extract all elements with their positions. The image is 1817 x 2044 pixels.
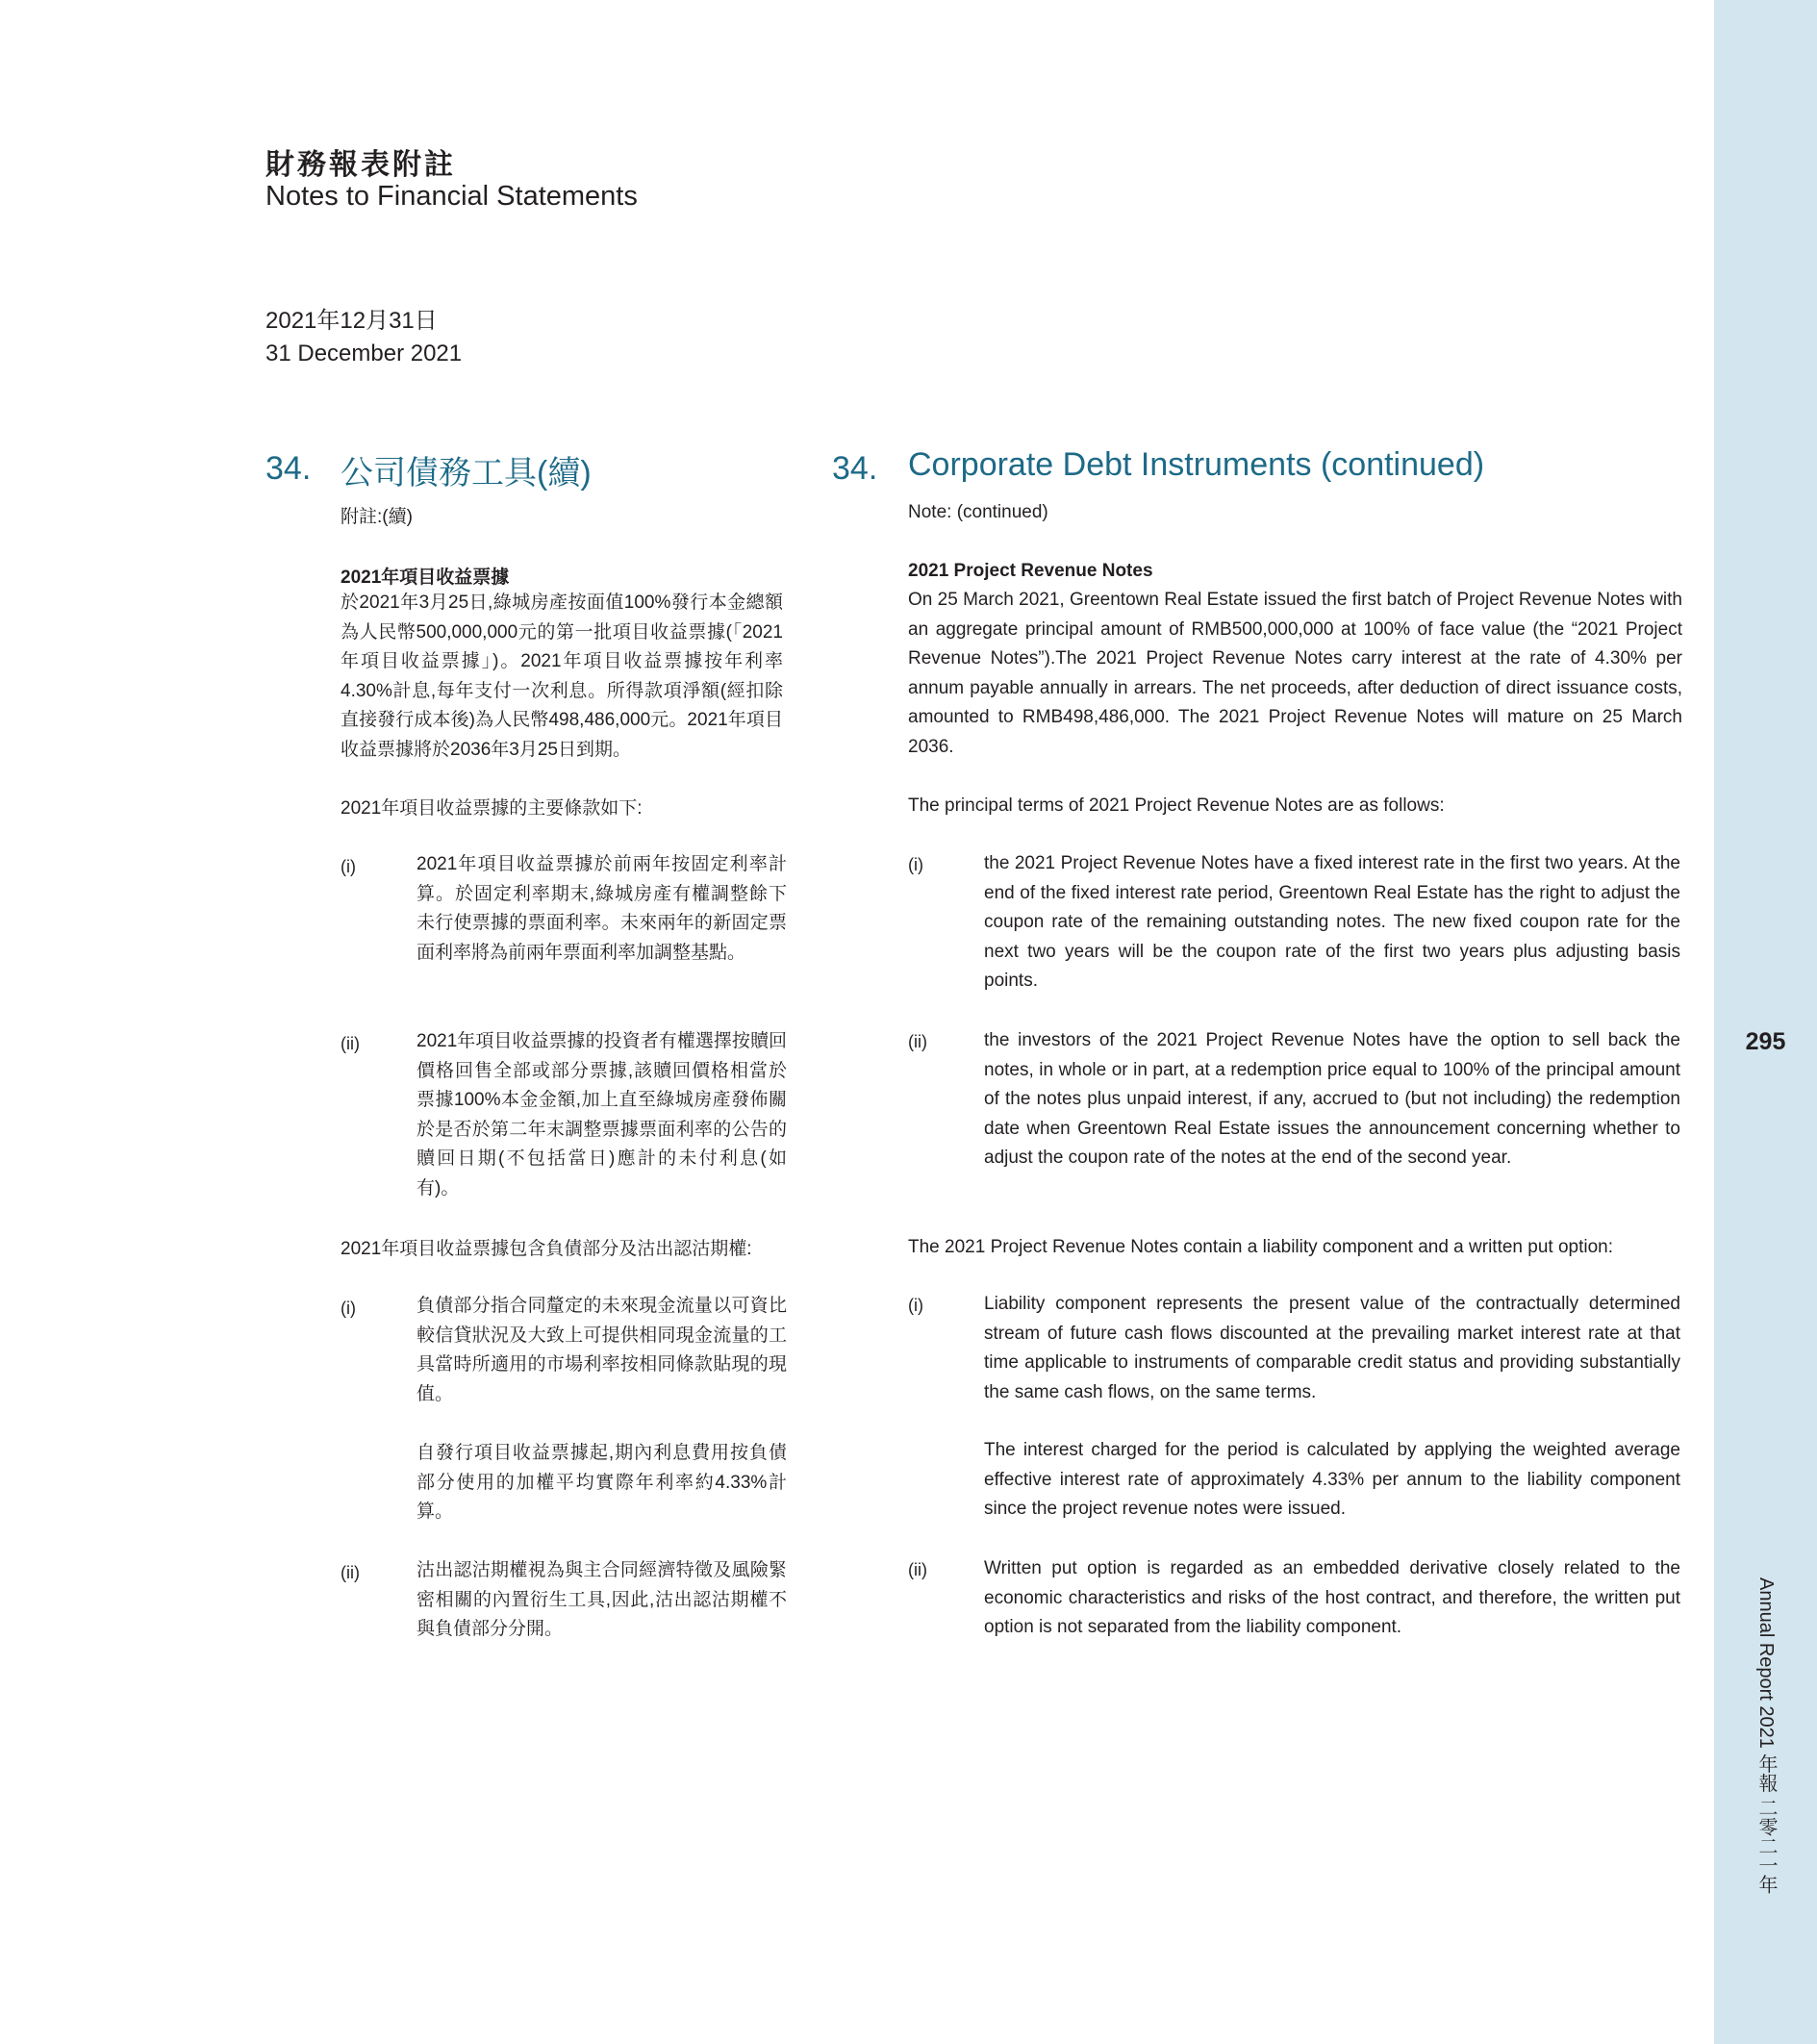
paragraph-terms-zh: 2021年項目收益票據的主要條款如下: [341,798,643,819]
item-text-en-4: Written put option is regarded as an embedded derivative closely related to the economic characteristics and risks of the host contract, and therefore, the written put option is not separated from the liability component. [984,1558,1680,1637]
item-marker-zh-3: (i) [341,1299,356,1318]
item-text-zh-4: 沽出認沽期權視為與主合同經濟特徵及風險緊密相關的內置衍生工具,因此,沽出認沽期權不與負債部分分開。 [416,1560,787,1639]
section-number-en: 34. [832,450,878,487]
page-title-zh: 財務報表附註 [265,149,456,181]
item-marker-en-3: (i) [908,1296,923,1315]
subheading-zh: 2021年項目收益票據 [341,568,510,588]
date-en: 31 December 2021 [265,341,463,366]
date-zh: 2021年12月31日 [265,308,438,334]
section-title-en: Corporate Debt Instruments (continued) [908,446,1485,483]
item-marker-zh-4: (ii) [341,1563,360,1582]
item-marker-zh-2: (ii) [341,1034,360,1053]
item-text-zh-1: 2021年項目收益票據於前兩年按固定利率計算。於固定利率期末,綠城房產有權調整餘下未行使票據的票面利率。未來兩年的新固定票面利率將為前兩年票面利率加調整基點。 [416,854,787,963]
annual-report-label: Annual Report 2021 年報 二零二一年 [1755,1577,1777,1895]
item-text-zh-3b: 自發行項目收益票據起,期內利息費用按負債部分使用的加權平均實際年利率約4.33%計算。 [416,1443,787,1522]
item-marker-en-2: (ii) [908,1032,927,1051]
item-marker-zh-1: (i) [341,857,356,876]
item-text-en-3b: The interest charged for the period is calculated by applying the weighted average effective interest rate of approximately 4.33% per annum to the liability component since the project revenue notes were issued. [984,1440,1680,1519]
page-number: 295 [1745,1028,1786,1055]
item-text-zh-3: 負債部分指合同釐定的未來現金流量以可資比較信貸狀況及大致上可提供相同現金流量的工具當時所適用的市場利率按相同條款貼現的現值。 [416,1296,787,1404]
note-label-en: Note: (continued) [908,502,1048,522]
paragraph-components-zh: 2021年項目收益票據包含負債部分及沽出認沽期權: [341,1239,752,1259]
item-marker-en-1: (i) [908,855,923,874]
item-marker-en-4: (ii) [908,1560,927,1579]
paragraph-intro-zh: 於2021年3月25日,綠城房產按面值100%發行本金總額為人民幣500,000,000元的第一批項目收益票據(「2021年項目收益票據」)。2021年項目收益票據按年利率4.30%計息,每年支付一次利息。所得款項淨額(經扣除直接發行成本後)為人民幣498,486,000元。2021年項目收益票據將於2036年3月25日到期。 [341,593,783,760]
paragraph-terms-en: The principal terms of 2021 Project Revenue Notes are as follows: [908,795,1445,816]
section-title-zh: 公司債務工具(續) [341,455,592,492]
item-text-en-3: Liability component represents the present value of the contractually determined stream of future cash flows discounted at the prevailing market interest rate at that time applicable to instruments of comparable credit status and providing substantially the same cash flows, on the same terms. [984,1294,1680,1402]
section-number-zh: 34. [265,450,312,487]
note-label-zh: 附註:(續) [341,507,413,527]
paragraph-components-en: The 2021 Project Revenue Notes contain a liability component and a written put option: [908,1237,1614,1257]
page-title-en: Notes to Financial Statements [265,181,638,212]
item-text-en-1: the 2021 Project Revenue Notes have a fixed interest rate in the first two years. At the end of the fixed interest rate period, Greentown Real Estate has the right to adjust the coupon rate of the remaining outstanding notes. The new fixed coupon rate for the next two years will be the coupon rate of the first two years plus adjusting basis points. [984,853,1680,991]
paragraph-intro-en: On 25 March 2021, Greentown Real Estate issued the first batch of Project Revenue Notes with an aggregate principal amount of RMB500,000,000 at 100% of face value (the “2021 Project Revenue Notes”).The 2021 Project Revenue Notes carry interest at the rate of 4.30% per annum payable annually in arrears. The net proceeds, after deduction of direct issuance costs, amounted to RMB498,486,000. The 2021 Project Revenue Notes will mature on 25 March 2036. [908,590,1682,757]
item-text-en-2: the investors of the 2021 Project Revenue Notes have the option to sell back the notes, in whole or in part, at a redemption price equal to 100% of the principal amount of the notes plus unpaid interest, if any, accrued to (but not including) the redemption date when Greentown Real Estate issues the announcement concerning whether to adjust the coupon rate of the notes at the end of the second year. [984,1030,1680,1168]
subheading-en: 2021 Project Revenue Notes [908,561,1153,581]
item-text-zh-2: 2021年項目收益票據的投資者有權選擇按贖回價格回售全部或部分票據,該贖回價格相當於票據100%本金金額,加上直至綠城房產發佈關於是否於第二年末調整票據票面利率的公告的贖回日期(不包括當日)應計的未付利息(如有)。 [416,1031,787,1199]
